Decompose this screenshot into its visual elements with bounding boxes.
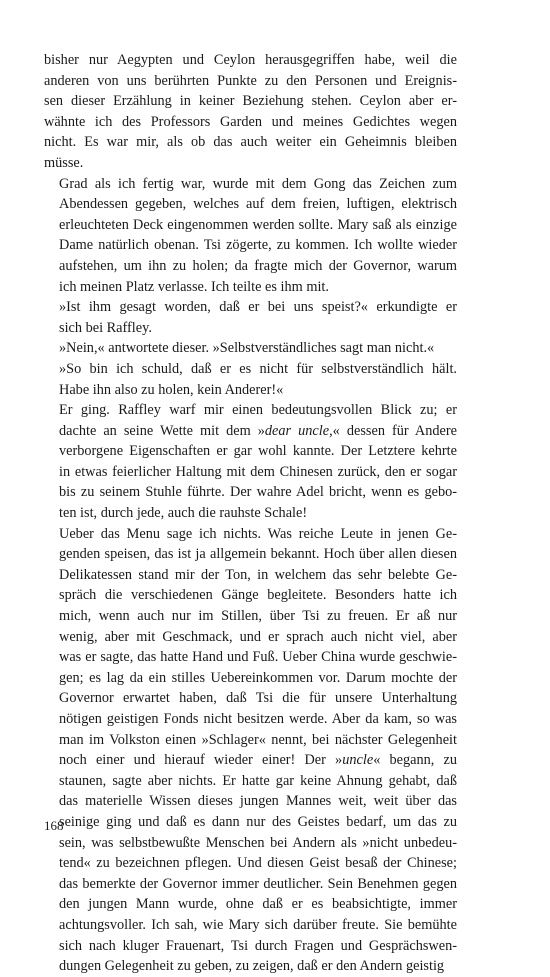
text-line: »Ist ihm gesagt worden, daß er bei uns speist?« erkundigte er [59, 299, 457, 316]
text-line: das bemerkte der Governor immer deutlicher. Sein Benehmen gegen [59, 875, 457, 892]
text-line: Grad als ich fertig war, wurde mit dem Gong das Zeichen zum [59, 175, 457, 192]
text-line: genden speisen, das ist ja allgemein bekannt. Hoch über allen diesen [59, 546, 457, 563]
text-line: sen dieser Erzählung in keiner Beziehung stehen. Ceylon aber er- [44, 93, 457, 110]
text-line: staunen, sagte aber nichts. Er hatte gar keine Ahnung gehabt, daß [59, 772, 457, 789]
text-line: noch einer und hierauf wieder einer! Der »uncle« begann, zu [59, 752, 458, 769]
text-line: wenig, aber mit Geschmack, und er sprach auch nicht viel, aber [59, 628, 457, 645]
text-line: bis zu seinem Stuhle führte. Der wahre Adel bricht, wenn es gebo- [59, 484, 457, 501]
text-line: tend« zu bezeichnen pflegen. Und diesen Geist besaß der Chinese; [59, 855, 457, 872]
text-line: nötigen geistigen Fonds nicht besitzen werde. Aber da kam, so was [59, 711, 457, 727]
text-line: nicht. Es war mir, als ob das auch weiter ein Geheimnis bleiben [44, 134, 457, 151]
text-line: man im Volkston einen »Schlager« nennt, bei nächster Gelegenheit [59, 731, 457, 748]
text-line: sich bei Raffley. [59, 319, 152, 336]
text-line: Habe ihn also zu holen, kein Anderer!« [59, 381, 284, 398]
text-line: Delikatessen stand mir der Ton, in welchem das sehr belebte Ge- [59, 566, 457, 583]
paragraph [44, 50, 457, 174]
text-line: das materielle Wissen dieses jungen Mannes weit, weit über das [59, 793, 457, 810]
text-line: sein, was selbstbewußte Menschen bei Andern als »nicht unbedeu- [59, 834, 457, 851]
paragraph [44, 400, 457, 524]
paragraph [44, 338, 457, 359]
text-line: sich nach kluger Frauenart, Tsi durch Fragen und Gesprächswen- [59, 937, 457, 954]
text-line: Er ging. Raffley warf mir einen bedeutungsvollen Blick zu; er [59, 402, 457, 419]
paragraph [44, 524, 457, 977]
text-line: Governor erwartet haben, daß Tsi die für unsere Unterhaltung [59, 690, 457, 707]
text-line: anderen von uns berührten Punkte zu den Personen und Ereignis- [44, 72, 457, 89]
text-line: den jungen Mann wurde, ohne daß er es beabsichtigte, immer [59, 896, 457, 913]
text-line: was er sagte, das hatte Hand und Fuß. Ueber China wurde geschwie- [59, 649, 457, 666]
paragraph [44, 359, 457, 400]
paragraph [44, 174, 457, 298]
text-line: Dame natürlich obenan. Tsi zögerte, zu kommen. Ich wollte wieder [59, 237, 457, 254]
text-line: gen; es lag da ein stilles Uebereinkommen vor. Darum mochte der [59, 669, 457, 686]
page-number: 168 [44, 818, 64, 833]
text-line: erleuchteten Deck eingenommen werden sollte. Mary saß als einzige [59, 216, 457, 233]
body-text [44, 50, 457, 977]
text-line: in etwas feierlicher Haltung mit dem Chinesen zurück, den er sogar [59, 463, 457, 480]
text-line: bisher nur Aegypten und Ceylon herausgegriffen habe, weil die [44, 52, 457, 68]
text-line: Ueber das Menu sage ich nichts. Was reiche Leute in jenen Ge- [59, 525, 457, 542]
text-line: Abendessen gegeben, welches auf dem freien, luftigen, elektrisch [59, 196, 457, 213]
text-line: achtungsvoller. Ich sah, wie Mary sich darüber freute. Sie bemühte [59, 916, 457, 933]
text-line: dachte an seine Wette mit dem »dear uncle,« dessen für Andere [59, 422, 457, 439]
text-line: dungen Gelegenheit zu geben, zu zeigen, daß er den Andern geistig [59, 958, 445, 975]
text-line: ten ist, durch jede, auch die rauhste Schale! [59, 505, 308, 522]
text-line: spräch die verschiedenen Gänge begleitete. Besonders hatte ich [59, 587, 457, 604]
text-line: wähnte ich des Professors Garden und meines Gedichtes wegen [44, 113, 457, 130]
paragraph [44, 297, 457, 338]
text-line: »Nein,« antwortete dieser. »Selbstverständliches sagt man nicht.« [59, 340, 435, 357]
text-line: mich, wenn auch nur im Stillen, über Tsi zu freuen. Er aß nur [59, 608, 457, 625]
text-line: aufstehen, um ihn zu holen; da fragte mich der Governor, warum [59, 257, 457, 274]
text-line: müsse. [44, 154, 84, 171]
text-line: seinige ging und daß es dann nur des Geistes bedarf, um das zu [59, 813, 457, 830]
text-line: »So bin ich schuld, daß er es nicht für selbstverständlich hält. [59, 360, 457, 377]
text-line: ich meinen Platz verlasse. Ich teilte es ihm mit. [59, 278, 329, 295]
text-line: verborgene Eigenschaften er gar wohl kannte. Der Letztere kehrte [59, 443, 457, 460]
